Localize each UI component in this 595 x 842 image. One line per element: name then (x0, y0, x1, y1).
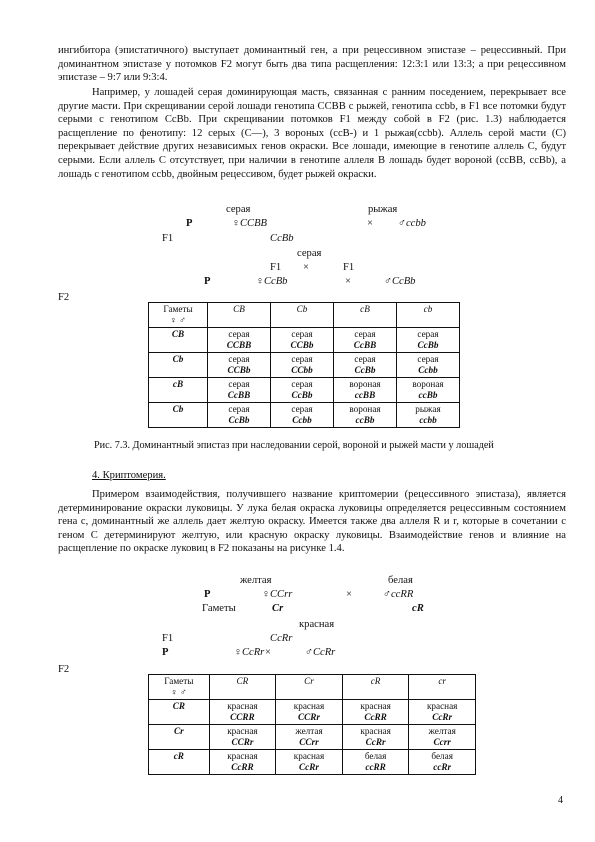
table-row (149, 750, 476, 775)
table-row (149, 403, 460, 428)
phenotype-label-white: белая (388, 575, 413, 586)
column-header: cb (397, 303, 460, 328)
cross-sign-2: × (303, 262, 309, 273)
cross-sign: × (367, 218, 373, 229)
gamete-female: Cr (272, 603, 284, 614)
phenotype-label-yellow: желтая (240, 575, 272, 586)
table-cell: вороная ccBb (397, 378, 460, 403)
generation-f1: F1 (162, 233, 174, 244)
table-row (149, 328, 460, 353)
table-cell: серая CcBb (334, 353, 397, 378)
table-cell: серая CcBB (334, 328, 397, 353)
paragraph-intro: ингибитора (эпистатичного) выступает доминантный ген, а при рецессивном эпистазе – рецессивный. При доминантном эпистазе у потомков F2 могут быть два типа расщепления: 12:3:1 или 13:3; а при рецессивном эпистазе – 9:7 или 9:3:4. (58, 45, 566, 84)
female-genotype-onion: ♀CCrr (262, 589, 293, 600)
table-cell: серая CcBb (271, 378, 334, 403)
column-header: Cb (271, 303, 334, 328)
table-row (149, 700, 476, 725)
f1-phenotype-onion: красная (299, 619, 335, 630)
table-cell: красная CcRr (342, 725, 409, 750)
phenotype-label-grey: серая (226, 204, 251, 215)
f1-parent-b: F1 (343, 262, 355, 273)
generation-p: P (186, 218, 193, 229)
f1-parent-a: F1 (270, 262, 282, 273)
table-cell: красная CCRr (209, 725, 276, 750)
table-corner: Гаметы ♀ ♂ (149, 675, 210, 700)
table-cell: желтая CCrr (276, 725, 343, 750)
paragraph-horses: Например, у лошадей серая доминирующая масть, связанная с ранним поседением, перекрывает все другие масти. При скрещивании серой лошади генотипа CCBB с рыжей, генотипа ccbb, в F1 все потомки будут серыми с генотипом CcBb. При скрещивании потомков F1 между собой в F2 (рис. 1.3) наблюдается расщепление по фенотипу: 12 серых (C—), 3 вороных (ccB-) и 1 рыжая(ccbb). Аллель серой масти (C) перекрывает действие других независимых генов окраски. Все лошади, имеющие в генотипе аллель C, будут серыми. Если аллель C отсутствует, при наличии в генотипе аллеля B лошадь будет вороной (ccBB, ccBb), а лошадь с генотипом ccbb, двойным рецессивом, будет рыжей окраски. (58, 87, 566, 180)
column-header: cB (334, 303, 397, 328)
cross-sign-3: × (345, 276, 351, 287)
table-cell: серая CcBb (208, 403, 271, 428)
female-genotype-2: ♀CcBb (256, 276, 288, 287)
table-cell: красная CCRr (276, 700, 343, 725)
table-row (149, 378, 460, 403)
table-cell: красная CcRR (209, 750, 276, 775)
table-header-row (149, 303, 460, 328)
table-cell: серая CcBb (397, 328, 460, 353)
table-cell: серая CcBB (208, 378, 271, 403)
female-genotype-onion-2: ♀CcRr× (234, 647, 272, 658)
generation-p-onion: P (204, 589, 211, 600)
row-header: cR (149, 750, 210, 775)
cross-sign-onion: × (346, 589, 352, 600)
figure-caption: Рис. 7.3. Доминантный эпистаз при наследовании серой, вороной и рыжей масти у лошадей (94, 440, 494, 451)
f1-genotype-onion: CcRr (270, 633, 293, 644)
row-header: CR (149, 700, 210, 725)
table-cell: желтая Ccrr (409, 725, 476, 750)
table-cell: серая Ccbb (397, 353, 460, 378)
phenotype-label-red: рыжая (368, 204, 398, 215)
male-genotype: ♂ccbb (398, 218, 426, 229)
punnett-table-horses (148, 302, 460, 428)
male-genotype-onion: ♂ccRR (383, 589, 414, 600)
column-header: cR (342, 675, 409, 700)
table-cell: красная CcRr (276, 750, 343, 775)
row-header: CB (149, 328, 208, 353)
table-cell: серая Ccbb (271, 403, 334, 428)
table-row (149, 353, 460, 378)
male-genotype-onion-2: ♂CcRr (305, 647, 336, 658)
generation-f2-onion: F2 (58, 664, 70, 675)
table-cell: серая CCBb (208, 353, 271, 378)
row-header: Cb (149, 353, 208, 378)
column-header: Cr (276, 675, 343, 700)
table-cell: красная CcRR (342, 700, 409, 725)
row-header: Cb (149, 403, 208, 428)
generation-f2: F2 (58, 292, 70, 303)
table-cell: красная CcRr (409, 700, 476, 725)
table-cell: белая ccRR (342, 750, 409, 775)
row-header: Cr (149, 725, 210, 750)
gametes-label: Гаметы (202, 603, 236, 614)
f1-genotype: CcBb (270, 233, 294, 244)
table-corner: Гаметы ♀ ♂ (149, 303, 208, 328)
table-header-row (149, 675, 476, 700)
table-cell: красная CCRR (209, 700, 276, 725)
column-header: CB (208, 303, 271, 328)
male-genotype-2: ♂CcBb (384, 276, 416, 287)
paragraph-cryptomery: Примером взаимодействия, получившего название криптомерии (рецессивного эпистаза), является детерминирование окраски луковицы. У лука белая окраска луковицы определяется рецессивным состоянием гена c, доминантный же аллель дает желтую окраску. Имеется также два аллеля R и r, которые в сочетании с геном C детерминируют желтую, или красную окраску луковицы. Взаимодействие генов и влияние на расщепление по окраске луковиц в F2 показаны на рисунке 1.4. (58, 489, 566, 555)
page-number: 4 (558, 795, 563, 806)
table-cell: серая CCbb (271, 353, 334, 378)
generation-p2-onion: P (162, 647, 169, 658)
table-row (149, 725, 476, 750)
table-cell: рыжая ccbb (397, 403, 460, 428)
row-header: cB (149, 378, 208, 403)
f1-phenotype: серая (297, 248, 322, 259)
gamete-male: cR (412, 603, 424, 614)
section-heading: 4. Криптомерия. (92, 470, 166, 481)
female-genotype: ♀CCBB (232, 218, 268, 229)
table-cell: белая ccRr (409, 750, 476, 775)
table-cell: серая CCBb (271, 328, 334, 353)
table-cell: вороная ccBB (334, 378, 397, 403)
punnett-table-onion (148, 674, 476, 775)
table-cell: вороная ccBb (334, 403, 397, 428)
column-header: CR (209, 675, 276, 700)
generation-f1-onion: F1 (162, 633, 174, 644)
column-header: cr (409, 675, 476, 700)
table-cell: серая CCBB (208, 328, 271, 353)
generation-p2: P (204, 276, 211, 287)
